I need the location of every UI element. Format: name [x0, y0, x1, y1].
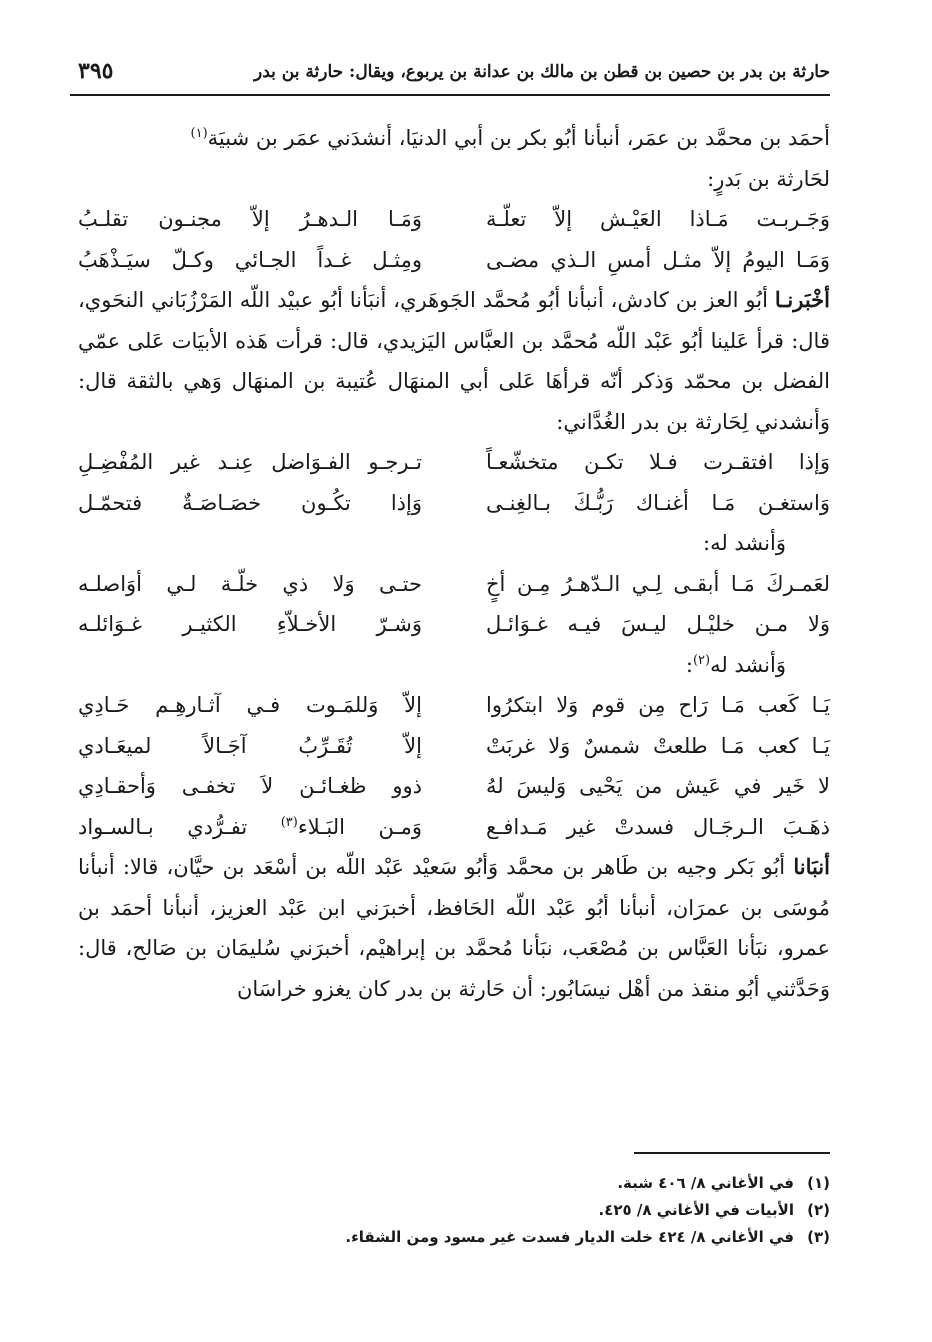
paragraph-2-lead: أخْبَرنـا — [774, 287, 830, 312]
paragraph-5-text: أبُو بَكر وجيه بن طَاهر بن محمَّد وَأبُو سَعيْد عَبْد اللّه بن أسْعَد بن حيَّان، قالا: أنبأنا مُوسَى بن عمرَان، أنبأنا أبُو عَبْد اللّه الحَافظ، أخبرَني ابن عَبْد العزيز، أنبأنا أحمَد بن عمرو، نبَأنا العَبَّاس بن مُصْعَب، نبَأنا مُحمَّد بن إبراهيْم، أخبرَني سُليمَان بن صَالح، قال: وَحَدَّثني أبُو منقذ من أهْل نيسَابُور: أن حَارثة بن بدر كان يغزو خراسَان — [78, 855, 830, 1001]
footnote — [200, 1224, 830, 1251]
verse-block-4 — [78, 685, 830, 847]
hemistich-second: ومِثـل غـداً الجـائي وكـلّ سيَـذْهَبُ — [78, 247, 422, 272]
paragraph-1-text: أحمَد بن محمَّد بن عمَر، أنبأنا أبُو بكر بن أبي الدنيَا، أنشدَني عمَر بن شبيَة — [207, 126, 830, 150]
footnote-text: في الأغاني ٨/ ٤٠٦ شبة. — [617, 1174, 794, 1192]
hemistich-second — [78, 807, 422, 848]
paragraph-5-lead: أنبَانا — [793, 854, 830, 879]
verse-block-3 — [78, 564, 830, 645]
footnote — [200, 1170, 830, 1197]
footnote — [200, 1197, 830, 1224]
verse-intro-4-colon: : — [685, 652, 693, 677]
footnotes — [200, 1170, 830, 1251]
couplet — [78, 442, 830, 483]
footnote-ref-2: (٢) — [692, 652, 711, 668]
page-number: ٣٩٥ — [78, 58, 114, 84]
footnote-number: (٢) — [807, 1201, 830, 1219]
hemistich-second-part: وَمـن البَـلاء — [297, 814, 422, 839]
running-header — [70, 52, 830, 94]
footnote-text: في الأغاني ٨/ ٤٢٤ خلت الديار فسدت غير مسود ومن الشقاء. — [345, 1228, 794, 1246]
verse-intro-4 — [78, 645, 830, 686]
couplet — [78, 807, 830, 848]
hemistich-first: يَـا كعب مَـا طلعتْ شمسٌ وَلا غربَتْ — [486, 733, 830, 758]
hemistich-second: إلاّ وَللمَـوت فـي آثـارهِـم حَـادِي — [78, 693, 422, 717]
footnote-ref-1: (١) — [190, 126, 208, 141]
couplet — [78, 564, 830, 605]
verse-intro-3: وَأنشد له: — [703, 531, 786, 555]
paragraph-1 — [78, 118, 830, 159]
header-title: حارثة بن بدر بن حصين بن قطن بن مالك بن عدانة بن يربوع، ويقال: حارثة بن بدر — [254, 62, 830, 82]
hemistich-second: حتـى وَلا ذي خلّـة لـي أوَاصلـه — [78, 571, 422, 596]
verse-block-2 — [78, 442, 830, 523]
couplet — [78, 726, 830, 767]
footnote-number: (١) — [807, 1174, 830, 1192]
couplet — [78, 604, 830, 645]
paragraph-2-text: أبُو العز بن كادش، أنبأنا أبُو مُحمَّد الجَوهَري، أنبَأنا أبُو عبيْد اللّه المَرْزُبَاني النحَوي، قال: قرأ عَلينا أبُو عَبْد اللّه مُحمَّد بن العبَّاس اليَزيدي، قال: قرأت هَذه الأبيَات عَلى عمّي الفضل بن محمّد وَذكر أنّه قرأهَا عَلى أبي المنهَال عُتيبة بن المنهَال وَهي بالثقة قال: وَأنشدني لِحَارثة بن بدر الغُدَّاني: — [78, 288, 830, 434]
verse-intro-1: لحَارثة بن بَدرٍ: — [707, 166, 830, 191]
couplet — [78, 766, 830, 807]
paragraph-2 — [78, 280, 830, 442]
verse-block-1 — [78, 199, 830, 280]
hemistich-second: وَإذا تكُـون خصَـاصَـةٌ فتحمّـل — [78, 490, 422, 515]
hemistich-first: لعَمـركَ مَـا أبقـى لِـي الـدّهـرُ مِـن أخٍ — [486, 571, 830, 596]
hemistich-first: وَمَـا اليومُ إلاّ مثـل أمسِ الـذي مضـى — [486, 247, 830, 272]
hemistich-second-rest: تفـرُّدي بـالسـواد — [78, 814, 281, 839]
hemistich-second: ذوو ظغـائـن لاَ تخفـى وَأحقـادِي — [78, 774, 422, 798]
hemistich-first: يَـا كَعب مَـا رَاح مِن قوم وَلا ابتكرُوا — [486, 693, 830, 717]
main-text — [78, 118, 830, 1009]
hemistich-first: وَلا مـن خليْـل ليـسَ فيـه غـوَائـل — [486, 612, 830, 636]
couplet — [78, 483, 830, 524]
verse-intro-4-text: وَأنشد له — [710, 652, 786, 677]
paragraph-5 — [78, 847, 830, 1009]
hemistich-first: ذهَـبَ الـرجَـال فسدتْ غير مَـدافـع — [486, 814, 830, 839]
couplet — [78, 199, 830, 240]
hemistich-first: وَجَـربـت مَـاذا العَيْـش إلاّ تعلّـة — [486, 207, 830, 231]
hemistich-first: وَاستغـن مَـا أغنـاك رَبُّـكَ بـالغِنـى — [486, 490, 830, 515]
couplet — [78, 240, 830, 281]
hemistich-first: لا خَير في عَيش من يَحْيى وَليسَ لهُ — [486, 774, 830, 798]
hemistich-second: وَمَـا الـدهـرُ إلاّ مجنـون تقلـبُ — [78, 207, 422, 231]
hemistich-second: وَشـرّ الأخـلاّءِ الكثيـر غـوَائلـه — [78, 612, 422, 636]
header-rule — [70, 94, 830, 96]
footnote-text: الأبيات في الأغاني ٨/ ٤٢٥. — [598, 1201, 794, 1219]
hemistich-second: تـرجـو الفـوَاضل عِنـد غير المُفْضِـلِ — [78, 450, 422, 474]
couplet — [78, 685, 830, 726]
footnote-separator — [634, 1152, 830, 1154]
footnote-number: (٣) — [807, 1228, 830, 1246]
hemistich-second: إلاّ تُقَـرِّبُ آجَـالاً لميعَـادي — [78, 733, 422, 758]
footnote-ref-3: (٣) — [280, 814, 298, 830]
hemistich-first: وَإذا افتقـرت فـلا تكـن متخشّعـاً — [486, 450, 830, 474]
